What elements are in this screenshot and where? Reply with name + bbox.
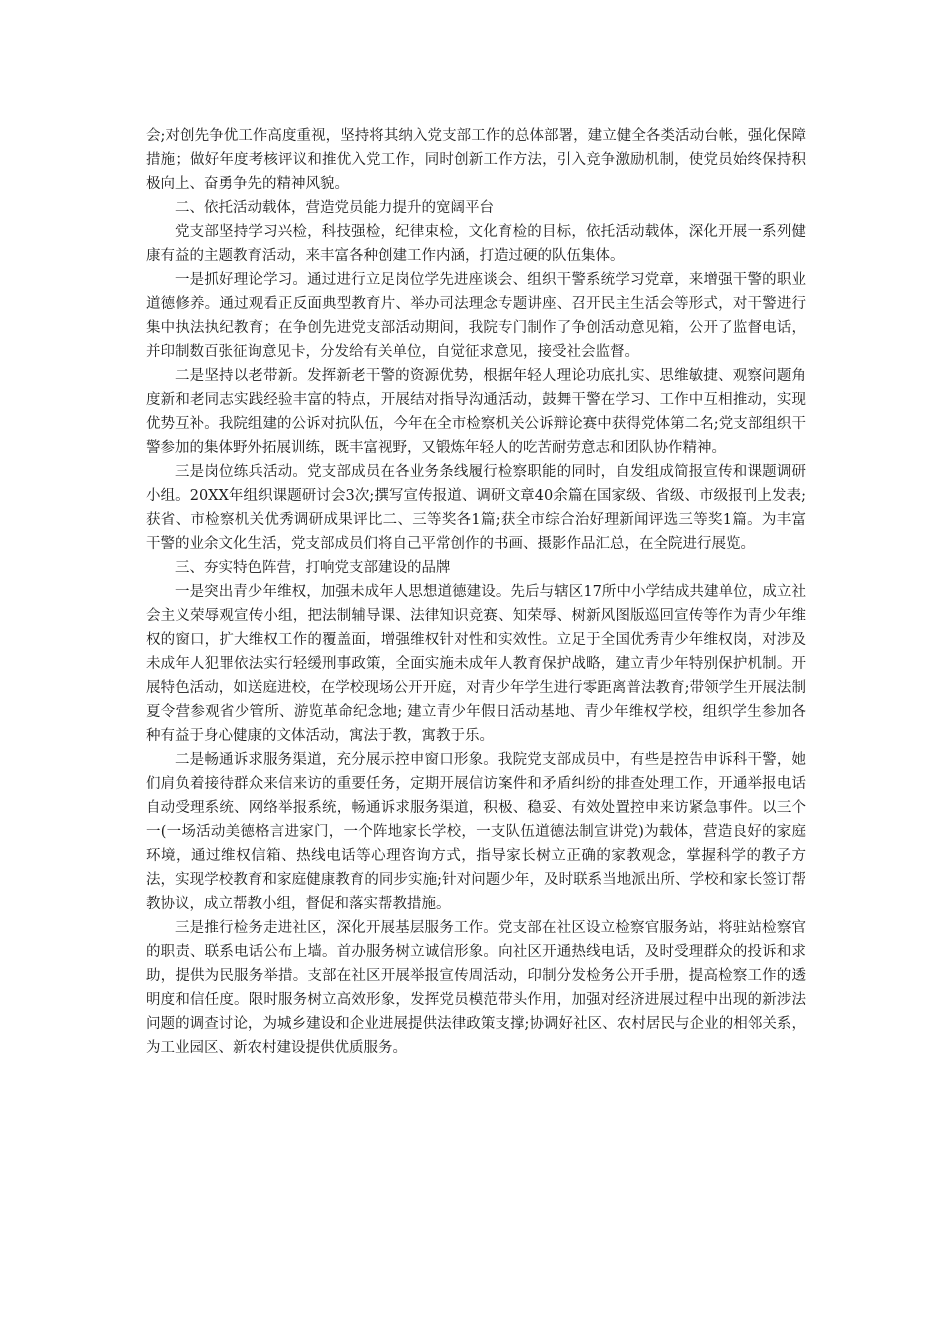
section-heading-3: 三、夯实特色阵营，打响党支部建设的品牌 bbox=[175, 560, 451, 576]
paragraph: 党支部坚持学习兴检，科技强检，纪律束检，文化育检的目标，依托活动载体，深化开展一系列健康有益的主题教育活动，来丰富各种创建工作内涵，打造过硬的队伍集体。 bbox=[146, 224, 806, 264]
paragraph: 一是抓好理论学习。通过进行立足岗位学先进座谈会、组织干警系统学习党章，来增强干警的职业道德修养。通过观看正反面典型教育片、举办司法理念专题讲座、召开民主生活会等形式，对干警进行集中执法执纪教育；在争创先进党支部活动期间，我院专门制作了争创活动意见箱，公开了监督电话，并印制数百张征询意见卡，分发给有关单位，自觉征求意见，接受社会监督。 bbox=[146, 272, 806, 360]
section-heading-2: 二、依托活动载体，营造党员能力提升的宽阔平台 bbox=[175, 200, 494, 216]
paragraph: 二是坚持以老带新。发挥新老干警的资源优势，根据年轻人理论功底扎实、思维敏捷、观察问题角度新和老同志实践经验丰富的特点，开展结对指导沟通活动，鼓舞干警在学习、工作中互相推动，实现优势互补。我院组建的公诉对抗队伍，今年在全市检察机关公诉辩论赛中获得党体第二名;党支部组织干警参加的集体野外拓展训练，既丰富视野，又锻炼年轻人的吃苦耐劳意志和团队协作精神。 bbox=[146, 368, 806, 456]
paragraph: 一是突出青少年维权，加强未成年人思想道德建设。先后与辖区17所中小学结成共建单位，成立社会主义荣辱观宣传小组，把法制辅导课、法律知识竞赛、知荣辱、树新风图版巡回宣传等作为青少年维权的窗口，扩大维权工作的覆盖面，增强维权针对性和实效性。立足于全国优秀青少年维权岗，对涉及未成年人犯罪依法实行轻缓刑事政策，全面实施未成年人教育保护战略，建立青少年特别保护机制。开展特色活动，如送庭进校，在学校现场公开开庭，对青少年学生进行零距离普法教育;带领学生开展法制夏令营参观省少管所、游览革命纪念地; 建立青少年假日活动基地、青少年维权学校，组织学生参加各种有益于身心健康的文体活动，寓法于教，寓教于乐。 bbox=[146, 584, 806, 744]
document-body bbox=[146, 124, 806, 1060]
paragraph: 二是畅通诉求服务渠道，充分展示控申窗口形象。我院党支部成员中，有些是控告申诉科干警，她们肩负着接待群众来信来访的重要任务，定期开展信访案件和矛盾纠纷的排查处理工作，开通举报电话自动受理系统、网络举报系统，畅通诉求服务渠道，积极、稳妥、有效处置控申来访紧急事件。以三个一(一场活动美德格言进家门，一个阵地家长学校，一支队伍道德法制宣讲党)为载体，营造良好的家庭环境，通过维权信箱、热线电话等心理咨询方式，指导家长树立正确的家教观念，掌握科学的教子方法，实现学校教育和家庭健康教育的同步实施;针对问题少年，及时联系当地派出所、学校和家长签订帮教协议，成立帮教小组，督促和落实帮教措施。 bbox=[146, 752, 806, 912]
paragraph: 三是岗位练兵活动。党支部成员在各业务条线履行检察职能的同时，自发组成简报宣传和课题调研小组。20XX年组织课题研讨会3次;撰写宣传报道、调研文章40余篇在国家级、省级、市级报刊上发表;获省、市检察机关优秀调研成果评比二、三等奖各1篇;获全市综合治好理新闻评选三等奖1篇。为丰富干警的业余文化生活，党支部成员们将自己平常创作的书画、摄影作品汇总，在全院进行展览。 bbox=[146, 464, 806, 552]
paragraph: 三是推行检务走进社区，深化开展基层服务工作。党支部在社区设立检察官服务站，将驻站检察官的职责、联系电话公布上墙。首办服务树立诚信形象。向社区开通热线电话，及时受理群众的投诉和求助，提供为民服务举措。支部在社区开展举报宣传周活动，印制分发检务公开手册，提高检察工作的透明度和信任度。限时服务树立高效形象，发挥党员模范带头作用，加强对经济进展过程中出现的新涉法问题的调查讨论，为城乡建设和企业进展提供法律政策支撑;协调好社区、农村居民与企业的相邻关系，为工业园区、新农村建设提供优质服务。 bbox=[146, 920, 806, 1056]
paragraph-continuation: 会;对创先争优工作高度重视，坚持将其纳入党支部工作的总体部署，建立健全各类活动台帐，强化保障措施；做好年度考核评议和推优入党工作，同时创新工作方法，引入竞争激励机制，使党员始终保持积极向上、奋勇争先的精神风貌。 bbox=[146, 128, 806, 192]
